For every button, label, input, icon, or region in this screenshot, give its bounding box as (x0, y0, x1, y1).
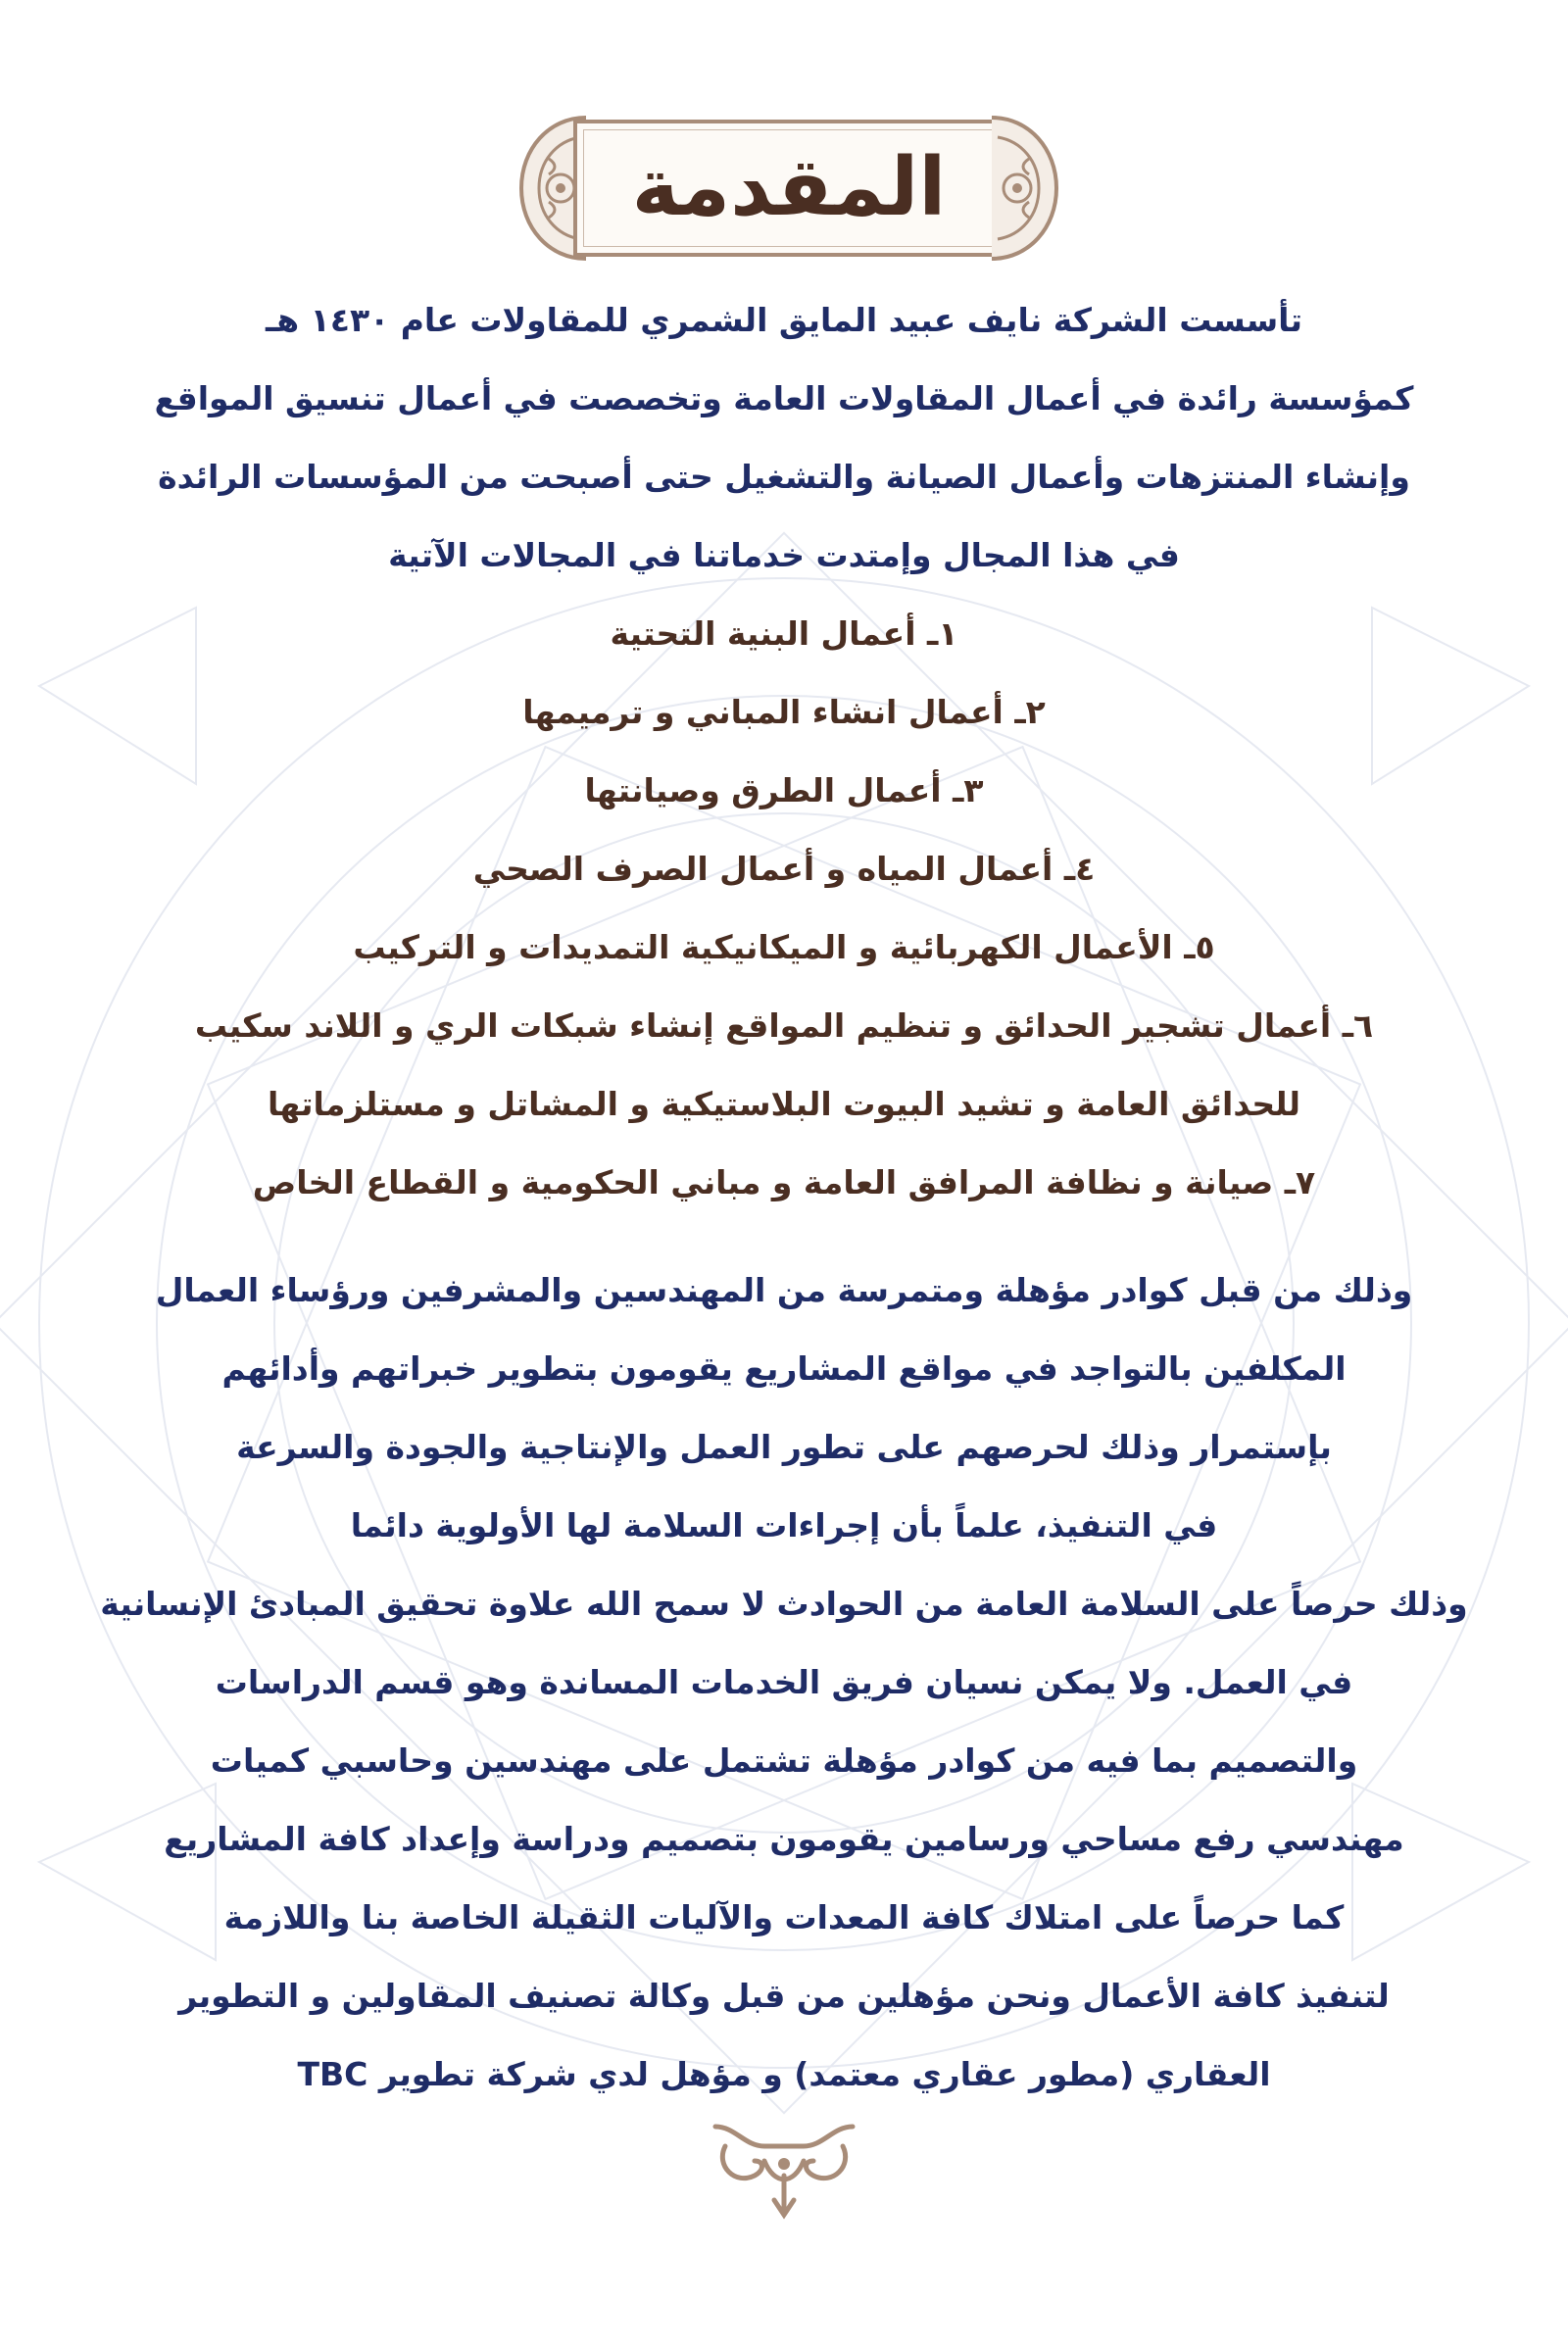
intro-line: في هذا المجال وإمتدت خدماتنا في المجالات الآتية (388, 536, 1180, 574)
body-line: لتنفيذ كافة الأعمال ونحن مؤهلين من قبل وكالة تصنيف المقاولين و التطوير (178, 1977, 1390, 2015)
bottom-ornament-icon (706, 2117, 862, 2225)
title-banner (510, 110, 1068, 267)
intro-line: تأسست الشركة نايف عبيد المايق الشمري للمقاولات عام ١٤٣٠ هـ (266, 301, 1302, 339)
service-item: ١ـ أعمال البنية التحتية (610, 614, 958, 653)
service-item: ٣ـ أعمال الطرق وصيانتها (584, 771, 984, 809)
service-item: للحدائق العامة و تشيد البيوت البلاستيكية و المشاتل و مستلزماتها (267, 1085, 1301, 1123)
intro-line: كمؤسسة رائدة في أعمال المقاولات العامة وتخصصت في أعمال تنسيق المواقع (154, 379, 1414, 417)
body-line: العقاري (مطور عقاري معتمد) و مؤهل لدي شركة تطوير TBC (297, 2055, 1271, 2093)
title-frame (573, 120, 1004, 257)
body-line: والتصميم بما فيه من كوادر مؤهلة تشتمل على مهندسين وحاسبي كميات (210, 1741, 1358, 1780)
body-line: في التنفيذ، علماً بأن إجراءات السلامة لها الأولوية دائما (350, 1506, 1218, 1544)
page-title: المقدمة (631, 141, 947, 234)
intro-line: وإنشاء المنتزهات وأعمال الصيانة والتشغيل حتى أصبحت من المؤسسات الرائدة (158, 458, 1410, 496)
service-item: ٤ـ أعمال المياه و أعمال الصرف الصحي (472, 850, 1096, 888)
body-line: مهندسي رفع مساحي ورسامين يقومون بتصميم ودراسة وإعداد كافة المشاريع (164, 1820, 1404, 1858)
service-item: ٢ـ أعمال انشاء المباني و ترميمها (522, 693, 1046, 731)
body-line: المكلفين بالتواجد في مواقع المشاريع يقومون بتطوير خبراتهم وأدائهم (221, 1349, 1347, 1388)
body-line: وذلك حرصاً على السلامة العامة من الحوادث لا سمح الله علاوة تحقيق المبادئ الإنسانية (100, 1585, 1468, 1623)
service-item: ٧ـ صيانة و نظافة المرافق العامة و مباني الحكومية و القطاع الخاص (252, 1163, 1316, 1201)
title-ornament-right-icon (990, 110, 1068, 267)
service-item: ٥ـ الأعمال الكهربائية و الميكانيكية التمديدات و التركيب (353, 928, 1215, 966)
body-line: بإستمرار وذلك لحرصهم على تطور العمل والإنتاجية والجودة والسرعة (236, 1428, 1332, 1466)
body-line: في العمل. ولا يمكن نسيان فريق الخدمات المساندة وهو قسم الدراسات (215, 1663, 1353, 1701)
body-line: كما حرصاً على امتلاك كافة المعدات والآليات الثقيلة الخاصة بنا واللازمة (223, 1898, 1345, 1936)
body-line: وذلك من قبل كوادر مؤهلة ومتمرسة من المهندسين والمشرفين ورؤساء العمال (155, 1271, 1413, 1309)
service-item: ٦ـ أعمال تشجير الحدائق و تنظيم المواقع إنشاء شبكات الري و اللاند سكيب (194, 1006, 1374, 1045)
